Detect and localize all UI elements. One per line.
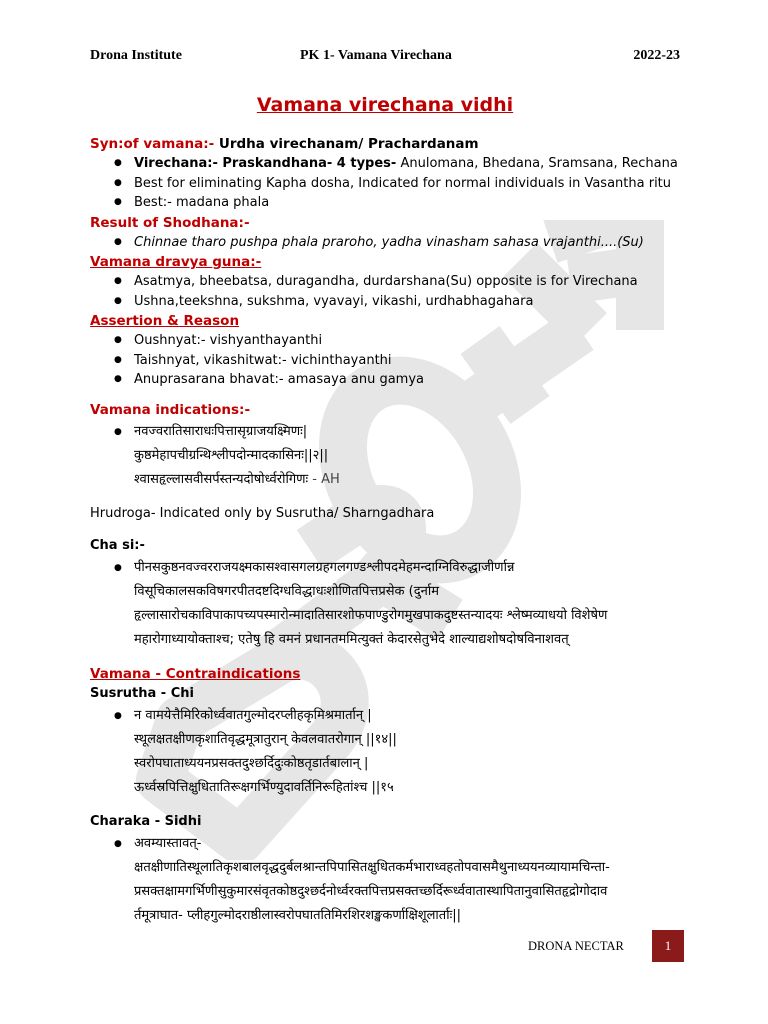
- header-year: 2022-23: [633, 48, 680, 63]
- result-list: [90, 233, 680, 253]
- list-item: स्थूलक्षतक्षीणकृशातिवृद्धमूत्रातुरान् केवलवातरोगान् ||१४||: [134, 731, 397, 747]
- header-topic: PK 1- Vamana Virechana: [300, 48, 452, 63]
- syn-value: Urdha virechanam/ Prachardanam: [214, 136, 479, 152]
- list-item: ● Ushna,teekshna, sukshma, vyavayi, vikashi, urdhabhagahara: [134, 292, 680, 312]
- syn-list: [90, 154, 680, 213]
- indication-source: - AH: [308, 471, 340, 487]
- dravya-heading: Vamana dravya guna:-: [90, 254, 262, 270]
- list-item: विसूचिकालसकविषगरपीतदष्टदिग्धविद्धाधःशोणितपित्तप्रसेक (दुर्नाम: [134, 583, 439, 599]
- charaka-heading: Charaka - Sidhi: [90, 813, 202, 829]
- list-item: ● Anuprasarana bhavat:- amasaya anu gamya: [134, 370, 680, 390]
- list-item: स्वरोपघाताध्ययनप्रसक्तदुश्छर्दिदुःकोष्ठतृडार्तबालान् |: [134, 755, 369, 771]
- dravya-list: [90, 272, 680, 311]
- list-item: ऊर्ध्वस्रपित्तिक्षुधितातिरूक्षगर्भिण्युदावर्तिनिरूहितांश्च ||१५: [134, 779, 394, 795]
- list-item: कुष्ठमेहापचीग्रन्थिश्लीपदोन्मादकासिनः||२||: [134, 447, 329, 463]
- list-item: ● Oushnyat:- vishyanthayanthi: [134, 331, 680, 351]
- list-item: महारोगाध्यायोक्ताश्च; एतेषु हि वमनं प्रधानतममित्युक्तं केदारसेतुभेदे शाल्याद्यशोषदोषविनाशवत्: [134, 631, 569, 647]
- list-item: र्तमूत्राघात- प्लीहगुल्मोदराष्ठीलास्वरोपघाततिमिरशिरशङ्खकर्णाक्षिशूलार्ताः||: [134, 907, 461, 923]
- list-item: ● पीनसकुष्ठनवज्वरराजयक्ष्मकासश्वासगलग्रहगलगण्डश्लीपदमेहमन्दाग्निविरुद्धाजीर्णान्न: [134, 556, 680, 580]
- result-heading: Result of Shodhana:-: [90, 214, 250, 231]
- indications-heading: Vamana indications:-: [90, 401, 251, 418]
- chasi-heading: Cha si:-: [90, 537, 145, 553]
- footer-brand: DRONA NECTAR: [528, 939, 624, 953]
- page-number: 1: [652, 930, 684, 962]
- page-header: [90, 48, 680, 68]
- charaka-list: [90, 832, 680, 928]
- list-item: [134, 154, 680, 174]
- chasi-list: [90, 556, 680, 652]
- indication-line: श्वासहृल्लासवीसर्पस्तन्यदोषोर्ध्वरोगिणः: [134, 471, 309, 487]
- list-item: ● Asatmya, bheebatsa, duragandha, durdarshana(Su) opposite is for Virechana: [134, 272, 680, 292]
- hrudroga-note: Hrudroga- Indicated only by Susrutha/ Sharngadhara: [90, 505, 435, 521]
- indications-list: [90, 420, 680, 492]
- contra-list: [90, 704, 680, 800]
- list-item: [134, 468, 680, 492]
- assertion-list: [90, 331, 680, 390]
- list-item: ● Taishnyat, vikashitwat:- vichinthayanthi: [134, 351, 680, 371]
- list-item: ● Best for eliminating Kapha dosha, Indicated for normal individuals in Vasantha ritu: [134, 174, 680, 194]
- syn-label: Syn:of vamana:-: [90, 136, 215, 152]
- list-item: ● Chinnae tharo pushpa phala praroho, yadha vinasham sahasa vrajanthi....(Su): [134, 233, 680, 253]
- syn-heading: [90, 134, 680, 154]
- page-title: Vamana virechana vidhi: [256, 94, 514, 116]
- list-item: ● Best:- madana phala: [134, 193, 680, 213]
- list-item: क्षतक्षीणातिस्थूलातिकृशबालवृद्धदुर्बलश्रान्तपिपासितक्षुधितकर्मभाराध्वहतोपवासमैथुनाध्ययनव्यायामचिन्ता-: [134, 859, 610, 875]
- contra-subheading: Susrutha - Chi: [90, 685, 194, 701]
- assertion-heading: Assertion & Reason: [90, 313, 240, 329]
- contra-heading: Vamana - Contraindications: [90, 665, 301, 682]
- list-item: ● नवज्वरातिसाराधःपित्तासृग्राजयक्ष्मिणः|: [134, 420, 680, 444]
- document-body: [90, 92, 680, 928]
- header-institute: Drona Institute: [90, 48, 182, 63]
- syn-bullet-bold: Virechana:- Praskandhana- 4 types-: [134, 156, 397, 171]
- list-item: ● न वामयेत्तैमिरिकोर्ध्ववातगुल्मोदरप्लीहकृमिश्रमार्तान् |: [134, 704, 680, 728]
- list-item: ● अवम्यास्तावत्-: [134, 832, 680, 856]
- list-item: प्रसक्तक्षामगर्भिणीसुकुमारसंवृतकोष्ठदुश्छर्दनोर्ध्वरक्तपित्तप्रसक्तच्छर्दिरूर्ध्ववातास्थापितानुवासितहृद्रोगोदाव: [134, 883, 608, 899]
- syn-bullet-text: Anulomana, Bhedana, Sramsana, Rechana: [396, 156, 678, 171]
- list-item: हृल्लासारोचकाविपाकापच्यपस्मारोन्मादातिसारशोफपाण्डुरोगमुखपाकदुष्टस्तन्यादयः श्लेष्मव्याधयो विशेषेण: [134, 607, 608, 623]
